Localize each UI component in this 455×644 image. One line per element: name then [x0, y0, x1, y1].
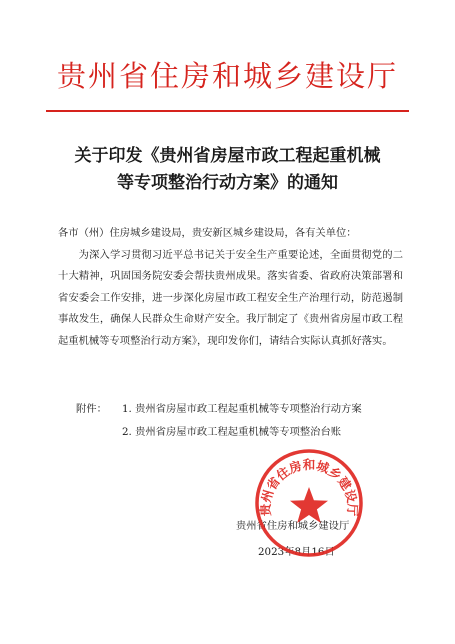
issue-date: 2023年8月16日	[258, 546, 335, 558]
document-title-line-1: 关于印发《贵州省房屋市政工程起重机械	[74, 146, 381, 166]
attachment-item	[76, 421, 416, 444]
document-title-line-2: 等专项整治行动方案》的通知	[117, 173, 338, 193]
attachments-label: 附件：	[76, 403, 107, 415]
seal-text: 贵州省住房和城乡建设厅	[257, 457, 361, 517]
signer-name: 贵州省住房和城乡建设厅	[236, 520, 350, 532]
attachments	[76, 398, 416, 444]
document-title	[0, 143, 455, 197]
document-body	[58, 223, 403, 352]
star-icon	[290, 487, 328, 523]
attachment-2: 2. 贵州省房屋市政工程起重机械等专项整治台账	[122, 426, 342, 438]
header-divider	[46, 110, 409, 112]
salutation: 各市（州）住房城乡建设局，贵安新区城乡建设局，各有关单位：	[58, 227, 357, 239]
attachment-1: 1. 贵州省房屋市政工程起重机械等专项整治行动方案	[122, 403, 362, 415]
attachment-item	[76, 398, 416, 421]
main-paragraph: 为深入学习贯彻习近平总书记关于安全生产重要论述，全面贯彻党的二十大精神，巩固国务院安委会帮扶贵州成果。落实省委、省政府决策部署和省安委会工作安排，进一步深化房屋市政工程安全生产治理行动，防范遏制事故发生，确保人民群众生命财产安全。我厅制定了《贵州省房屋市政工程起重机械等专项整治行动方案》，现印发你们，请结合实际认真抓好落实。	[58, 248, 403, 347]
org-header-title: 贵州省住房和城乡建设厅	[56, 59, 398, 93]
official-seal	[253, 447, 365, 559]
